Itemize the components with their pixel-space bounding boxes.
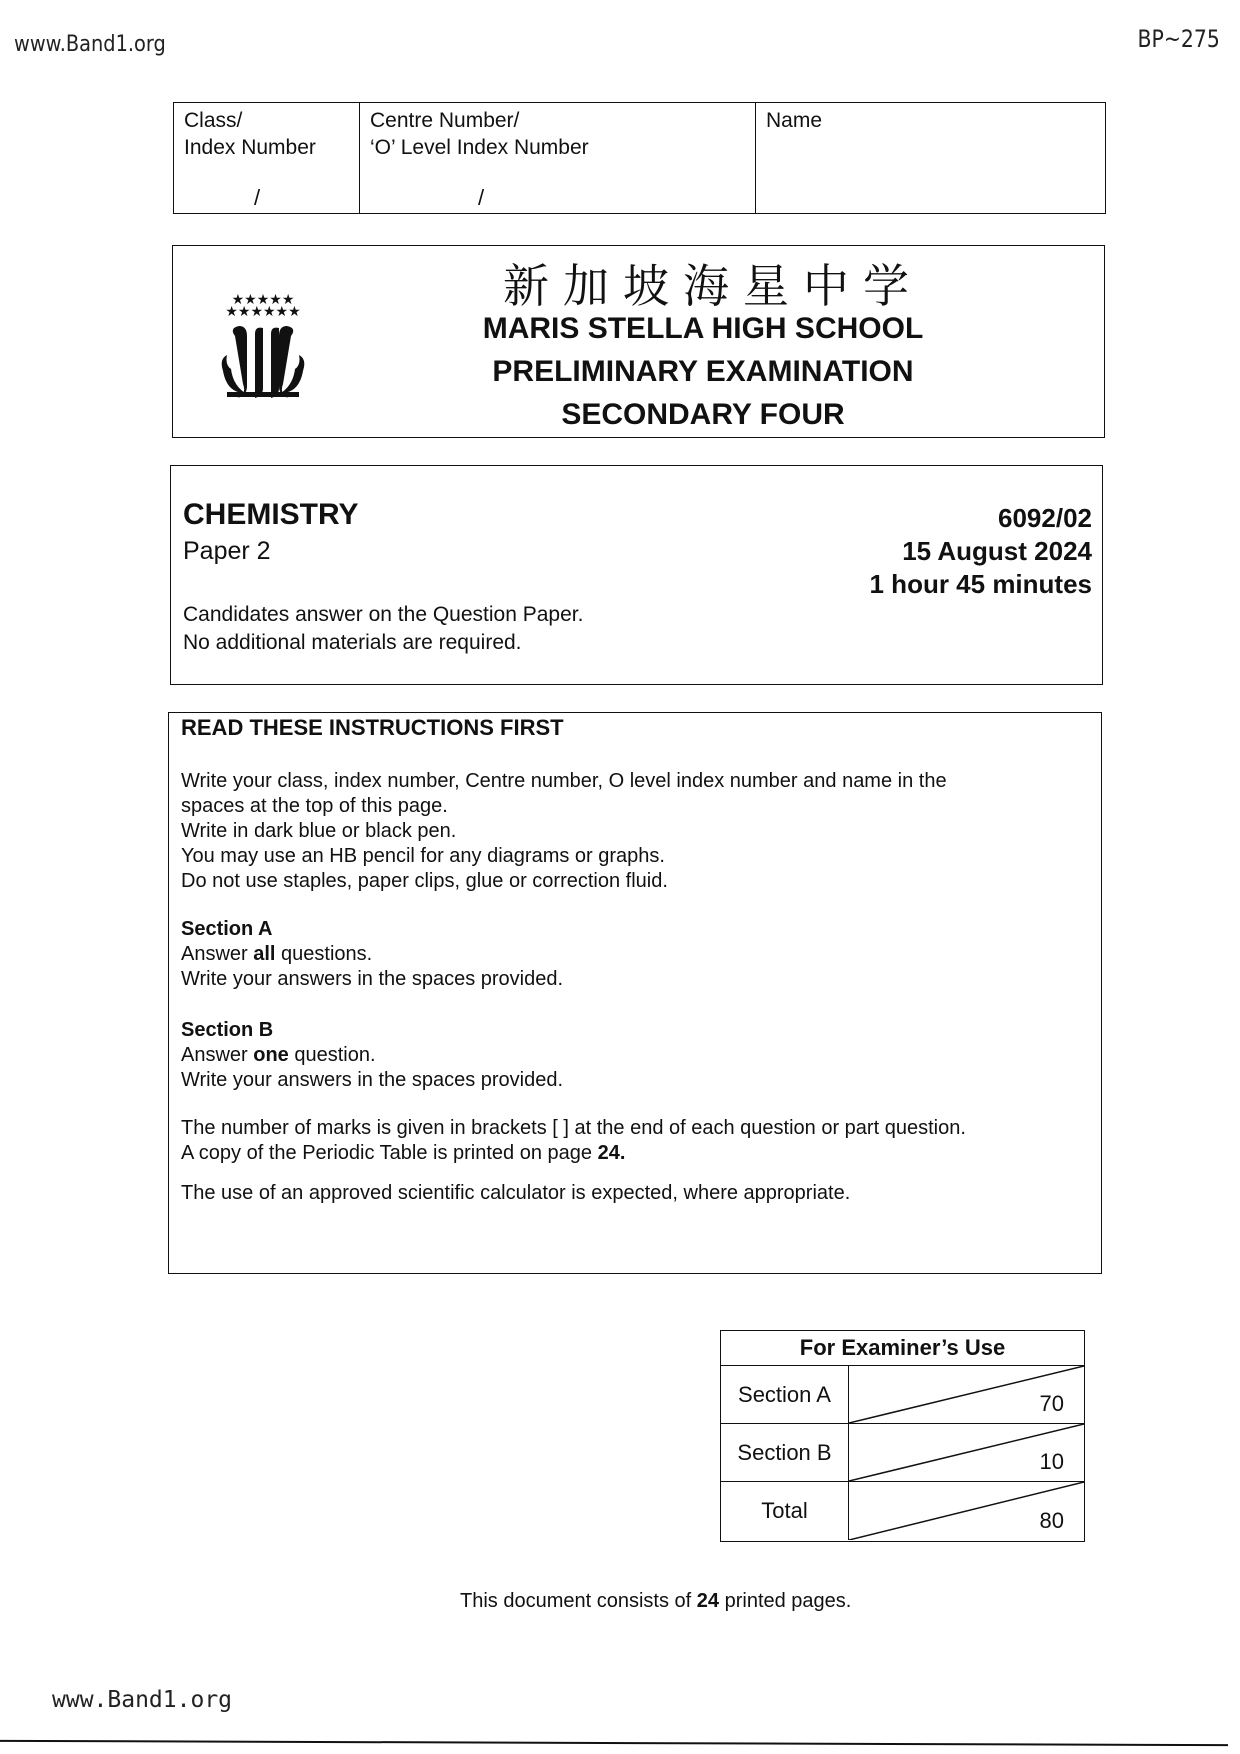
subject-name: CHEMISTRY [183, 498, 359, 531]
school-chinese-name: 新加坡海星中学 [503, 259, 923, 313]
answer-note: Candidates answer on the Question Paper. [183, 603, 584, 626]
instructions-box [168, 712, 1102, 1274]
centre-number-label: Centre Number/ [370, 109, 520, 132]
instruction-line: You may use an HB pencil for any diagrams or graphs. [181, 845, 665, 867]
general-instructions [181, 769, 947, 894]
candidate-details-table [173, 102, 1106, 214]
section-b-line [181, 1043, 563, 1068]
instruction-line: spaces at the top of this page. [181, 795, 448, 817]
paper-number: Paper 2 [183, 537, 271, 565]
materials-note: No additional materials are required. [183, 631, 522, 654]
class-index-cell[interactable] [174, 103, 360, 213]
section-b-line: Write your answers in the spaces provided. [181, 1069, 564, 1091]
emphasis: all [253, 943, 276, 965]
max-mark: 80 [1039, 1508, 1064, 1533]
marks-note: The number of marks is given in brackets [ ] at the end of each question or part question. [181, 1117, 966, 1139]
svg-text:★★★★★★: ★★★★★★ [225, 304, 301, 320]
exam-details [870, 502, 1093, 601]
mark-cell[interactable] [849, 1424, 1084, 1481]
text: question. [288, 1044, 376, 1066]
marks-instructions [181, 1116, 966, 1166]
max-mark: 10 [1039, 1449, 1064, 1474]
mark-cell[interactable] [849, 1482, 1084, 1540]
page-count-note [460, 1590, 851, 1613]
school-name: MARIS STELLA HIGH SCHOOL [482, 312, 924, 345]
section-a-line [181, 942, 563, 967]
section-a-instructions [181, 917, 563, 992]
exam-duration: 1 hour 45 minutes [869, 569, 1092, 599]
index-number-label: Index Number [184, 136, 316, 159]
candidate-notes [183, 601, 583, 657]
table-row [721, 1366, 1084, 1424]
document-code: BP~275 [1137, 25, 1220, 53]
watermark-top: www.Band1.org [14, 32, 166, 57]
exam-level: SECONDARY FOUR [561, 398, 845, 431]
paper-code: 6092/02 [998, 503, 1092, 533]
school-crest-icon [213, 276, 313, 406]
o-level-index-label: ‘O’ Level Index Number [370, 136, 589, 159]
row-label: Section A [721, 1366, 849, 1423]
table-row [721, 1424, 1084, 1482]
separator-slash: / [478, 185, 485, 210]
instruction-line: Write your class, index number, Centre number, O level index number and name in the [181, 770, 947, 792]
periodic-table-note [181, 1141, 966, 1166]
page-count: 24 [696, 1590, 720, 1612]
mark-cell[interactable] [849, 1366, 1084, 1423]
text: A copy of the Periodic Table is printed on page [181, 1142, 598, 1164]
text: Answer [181, 1044, 254, 1066]
row-label: Total [721, 1482, 849, 1540]
exam-name: PRELIMINARY EXAMINATION [492, 355, 914, 388]
section-a-line: Write your answers in the spaces provided. [181, 968, 564, 990]
instruction-line: Write in dark blue or black pen. [181, 820, 457, 842]
section-b-instructions [181, 1018, 563, 1093]
instruction-line: Do not use staples, paper clips, glue or correction fluid. [181, 870, 668, 892]
section-b-heading: Section B [181, 1019, 274, 1041]
text: This document consists of [460, 1590, 697, 1612]
exam-date: 15 August 2024 [902, 536, 1092, 566]
table-row [721, 1482, 1084, 1540]
instructions-title: READ THESE INSTRUCTIONS FIRST [181, 715, 564, 740]
subject-box [170, 465, 1103, 685]
svg-text:★★★★★: ★★★★★ [231, 292, 295, 308]
text: Answer [181, 943, 254, 965]
name-label: Name [766, 109, 823, 132]
examiner-use-table [720, 1330, 1085, 1542]
max-mark: 70 [1039, 1391, 1064, 1416]
row-label: Section B [721, 1424, 849, 1481]
text: printed pages. [719, 1590, 852, 1612]
class-label: Class/ [184, 109, 243, 132]
section-a-heading: Section A [181, 918, 273, 940]
examiner-table-title: For Examiner’s Use [721, 1331, 1084, 1366]
separator-slash: / [254, 185, 261, 210]
watermark-bottom: www.Band1.org [52, 1687, 233, 1713]
emphasis: 24. [597, 1142, 626, 1164]
text: questions. [275, 943, 373, 965]
calculator-note: The use of an approved scientific calculator is expected, where appropriate. [181, 1182, 851, 1204]
name-cell[interactable] [756, 103, 1105, 213]
emphasis: one [253, 1044, 289, 1066]
centre-number-cell[interactable] [360, 103, 756, 213]
page-edge-rule [0, 1740, 1228, 1746]
school-header [172, 245, 1105, 438]
